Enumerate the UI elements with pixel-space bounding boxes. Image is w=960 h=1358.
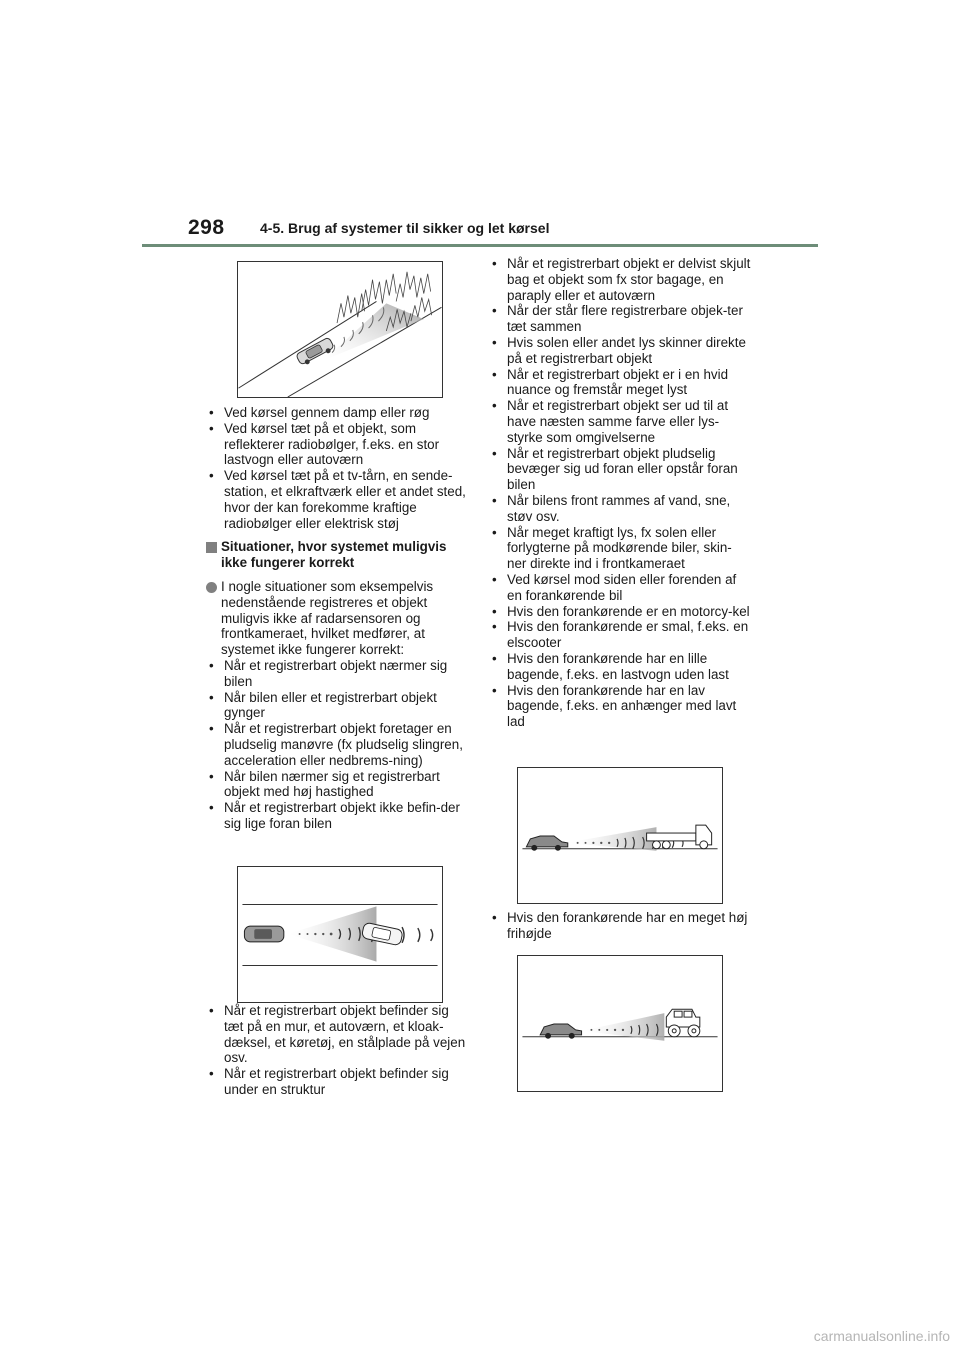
- list-item: • Når et registrerbart objekt nærmer sig bilen: [206, 658, 468, 690]
- list-item: • Når et registrerbart objekt er i en hvid nuance og fremstår meget lyst: [489, 367, 751, 399]
- list-item: • Ved kørsel gennem damp eller røg: [206, 405, 468, 421]
- list-item: • Hvis den forankørende har en meget høj frihøjde: [489, 910, 751, 942]
- section-heading-text: Situationer, hvor systemet muligvis ikke fungerer korrekt: [221, 539, 447, 571]
- high-clearance-vehicle-illustration: [518, 956, 722, 1091]
- list-item: • Hvis solen eller andet lys skinner direkte på et registrerbart objekt: [489, 335, 751, 367]
- left-column-bottom: [206, 1003, 468, 1098]
- list-item: • Når et registrerbart objekt ikke befin-der sig lige foran bilen: [206, 800, 468, 832]
- smoke-figure: [237, 261, 443, 398]
- swerve-figure: [237, 866, 443, 1003]
- left-column: [206, 405, 468, 832]
- truck-figure: [517, 767, 723, 904]
- bullet-list-middle: [206, 658, 468, 832]
- list-item: • Ved kørsel mod siden eller forenden af en forankørende bil: [489, 572, 751, 604]
- list-item: • Når bilen nærmer sig et registrerbart objekt med høj hastighed: [206, 769, 468, 801]
- bullet-list-right-bottom: [489, 910, 751, 942]
- list-item: • Hvis den forankørende er smal, f.eks. en elscooter: [489, 619, 751, 651]
- item-intro: [206, 579, 468, 658]
- right-column-bottom: [489, 910, 751, 942]
- bullet-list-top: [206, 405, 468, 531]
- chapter-title: 4-5. Brug af systemer til sikker og let kørsel: [260, 220, 550, 236]
- list-item: • Når et registrerbart objekt befinder sig tæt på en mur, et autoværn, et kloak-dæksel, et køretøj, en stålplade på vejen osv.: [206, 1003, 468, 1066]
- list-item: • Når meget kraftigt lys, fx solen eller forlygterne på modkørende biler, skin-ner direkte ind i frontkameraet: [489, 525, 751, 572]
- page-number: 298: [188, 216, 225, 239]
- item-intro-text: I nogle situationer som eksempelvis nedenstående registreres et objekt muligvis ikke af radarsensoren og frontkameraet, hvilket medfører, at systemet ikke fungerer korrekt:: [221, 578, 434, 658]
- list-item: • Når et registrerbart objekt foretager en pludselig manøvre (fx pludselig slingren, acceleration eller nedbrems-ning): [206, 721, 468, 768]
- list-item: • Hvis den forankørende har en lille bagende, f.eks. en lastvogn uden last: [489, 651, 751, 683]
- bullet-list-bottom: [206, 1003, 468, 1098]
- bullet-list-right: [489, 256, 751, 730]
- list-item: • Ved kørsel tæt på et tv-tårn, en sende-station, et elkraftværk eller et andet sted, hvor der kan forekomme kraftige radiobølger eller elektrisk støj: [206, 468, 468, 531]
- list-item: • Når bilen eller et registrerbart objekt gynger: [206, 690, 468, 722]
- offroad-figure: [517, 955, 723, 1092]
- swerving-vehicle-illustration: [238, 867, 442, 1002]
- list-item: • Når der står flere registrerbare objek-ter tæt sammen: [489, 303, 751, 335]
- watermark: carmanualsonline.info: [813, 1328, 950, 1344]
- unloaded-truck-illustration: [518, 768, 722, 903]
- list-item: • Når et registrerbart objekt pludselig bevæger sig ud foran eller opstår foran bilen: [489, 446, 751, 493]
- list-item: • Hvis den forankørende har en lav bagende, f.eks. en anhænger med lavt lad: [489, 683, 751, 730]
- list-item: • Hvis den forankørende er en motorcy-kel: [489, 604, 751, 620]
- list-item: • Når et registrerbart objekt befinder sig under en struktur: [206, 1066, 468, 1098]
- list-item: • Ved kørsel tæt på et objekt, som reflekterer radiobølger, f.eks. en stor lastvogn eller autoværn: [206, 421, 468, 468]
- section-heading: [206, 539, 468, 571]
- right-column: [489, 256, 751, 730]
- header-divider: [142, 244, 818, 247]
- list-item: • Når et registrerbart objekt er delvist skjult bag et objekt som fx stor bagage, en paraply eller et autoværn: [489, 256, 751, 303]
- circle-marker-icon: [206, 582, 217, 593]
- square-marker-icon: [206, 542, 217, 553]
- list-item: • Når et registrerbart objekt ser ud til at have næsten samme farve eller lys-styrke som omgivelserne: [489, 398, 751, 445]
- list-item: • Når bilens front rammes af vand, sne, støv osv.: [489, 493, 751, 525]
- car-in-smoke-illustration: [238, 262, 442, 397]
